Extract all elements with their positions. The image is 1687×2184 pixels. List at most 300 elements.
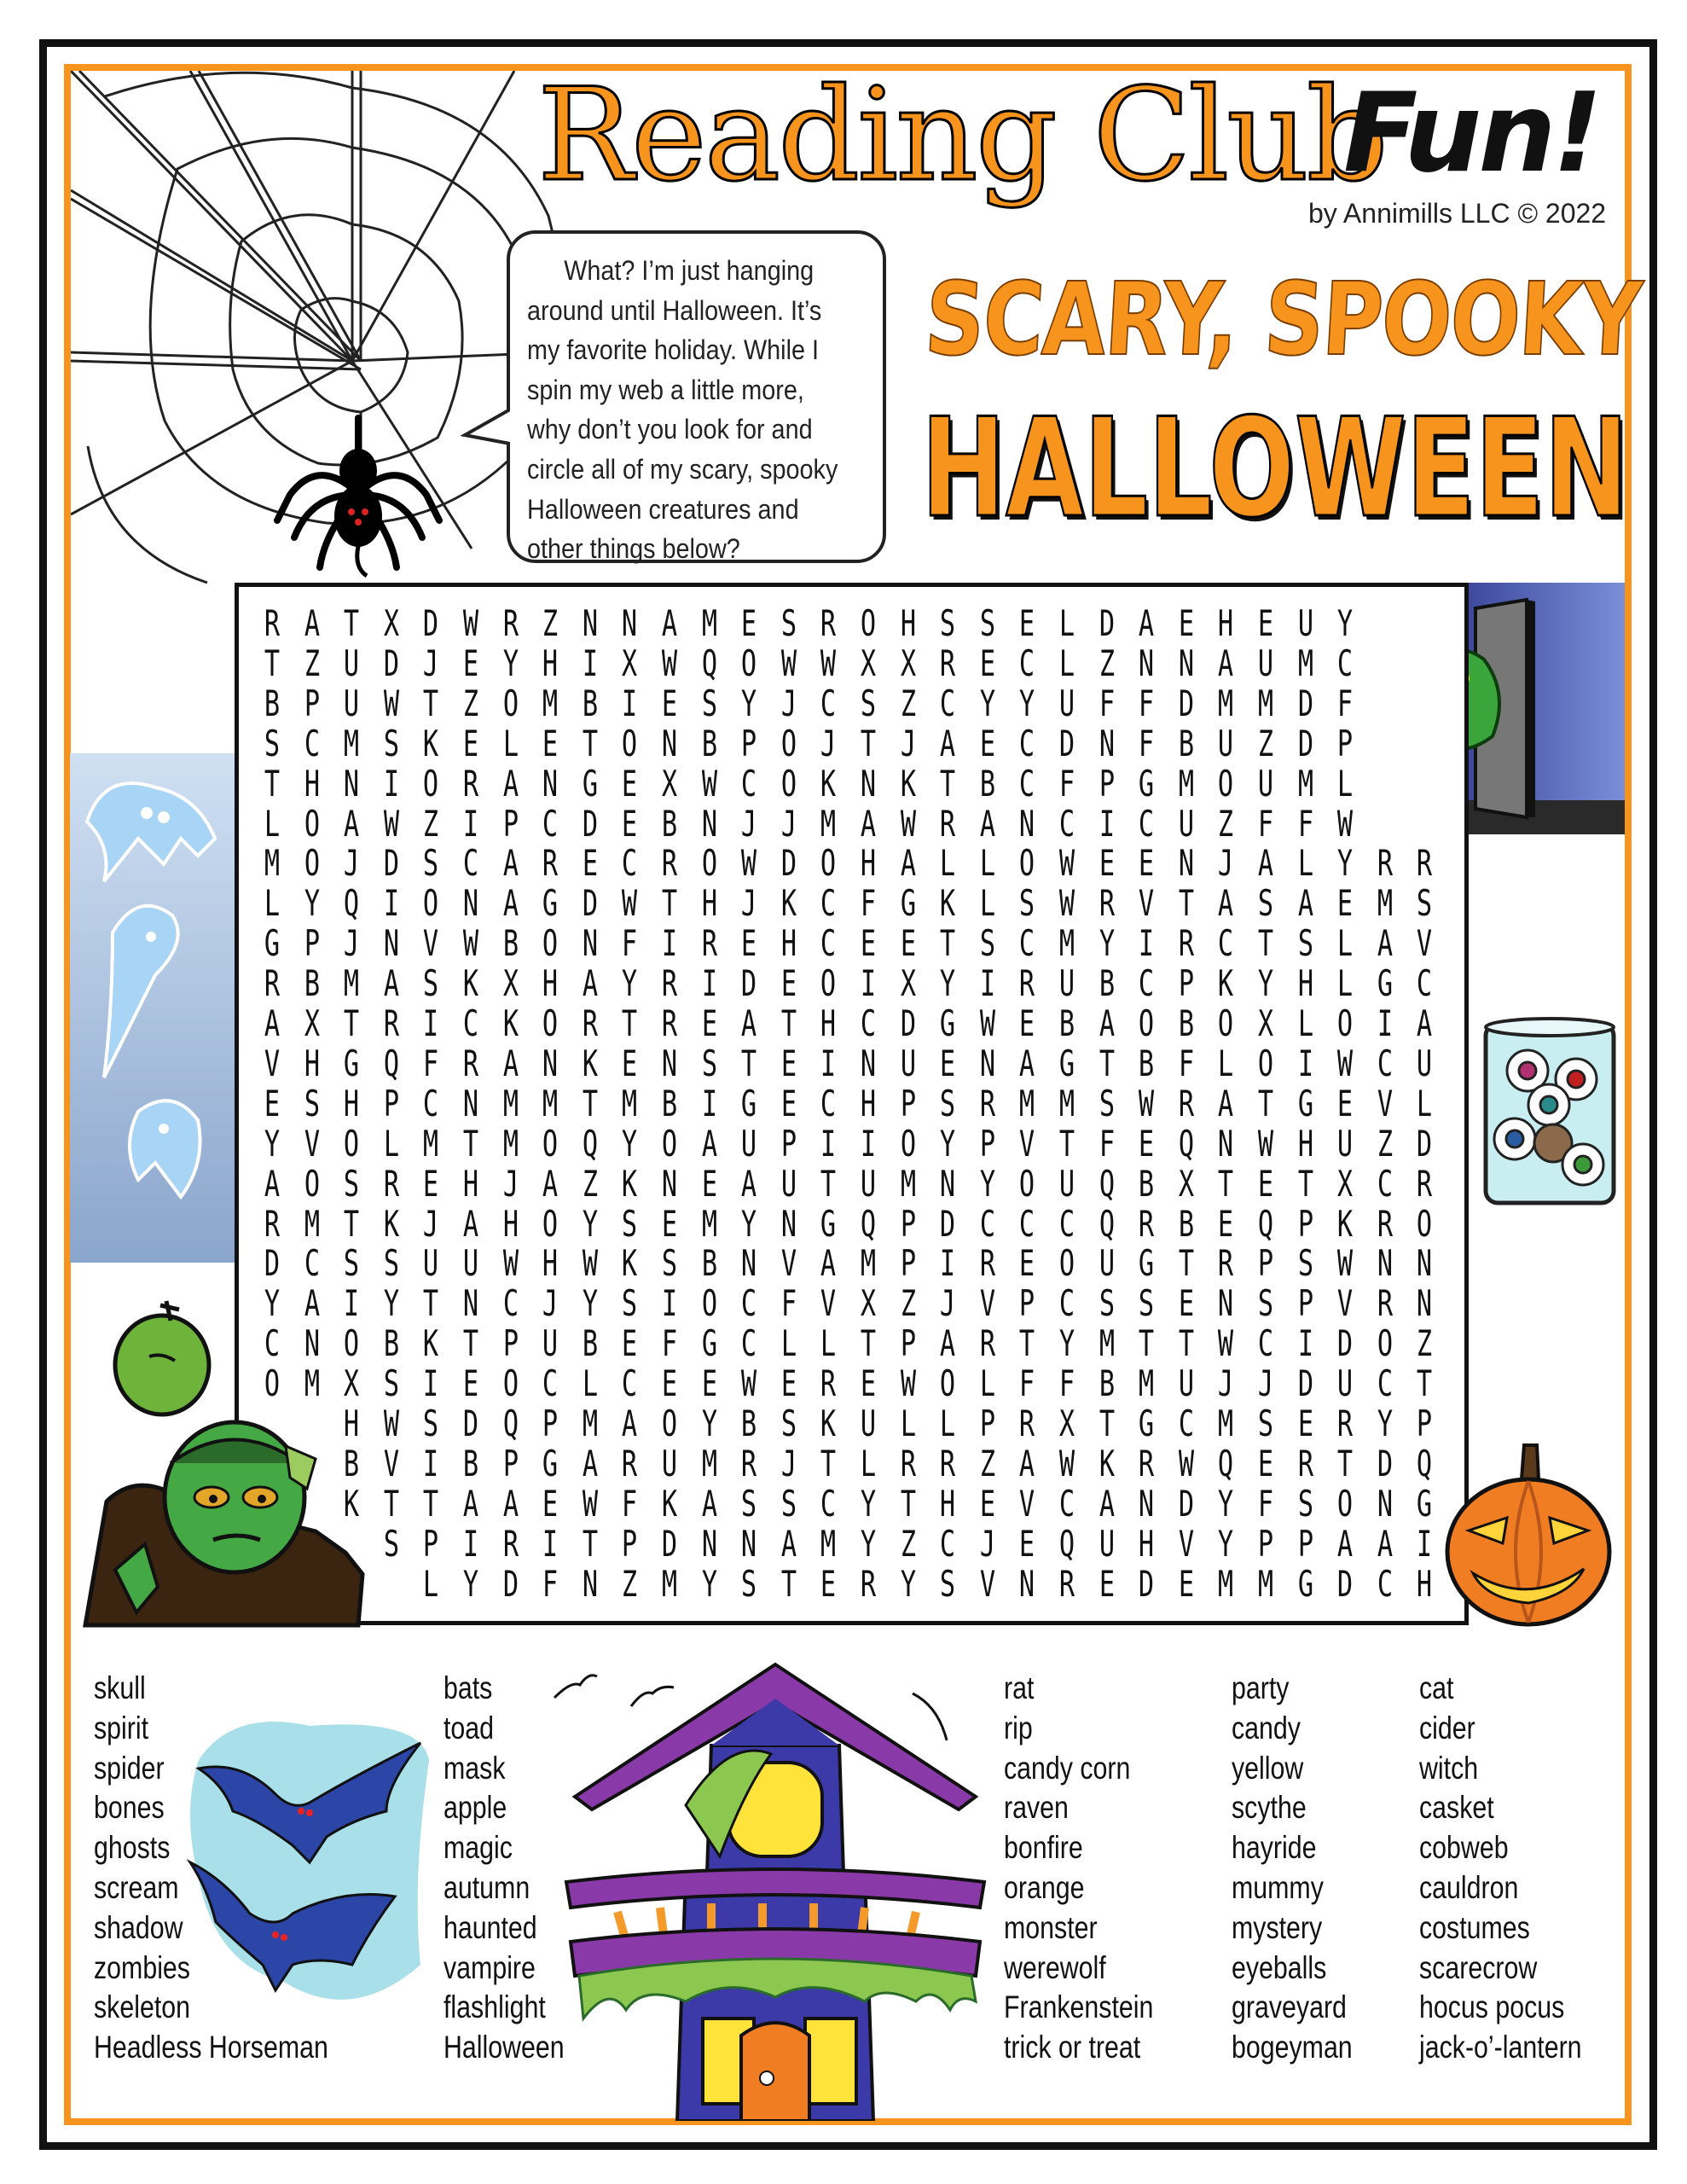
grid-letter[interactable]: Q: [344, 882, 360, 925]
grid-letter[interactable]: Q: [1099, 1162, 1115, 1205]
grid-letter[interactable]: B: [1178, 1002, 1194, 1044]
grid-letter[interactable]: R: [940, 802, 956, 845]
grid-letter[interactable]: Y: [860, 1522, 877, 1565]
grid-letter[interactable]: C: [264, 1322, 281, 1365]
grid-letter[interactable]: R: [502, 602, 519, 644]
grid-letter[interactable]: N: [383, 922, 399, 965]
grid-letter[interactable]: C: [1019, 1202, 1035, 1245]
grid-letter[interactable]: R: [1178, 1082, 1194, 1124]
grid-letter[interactable]: N: [1139, 642, 1155, 684]
grid-letter[interactable]: A: [701, 1122, 717, 1165]
grid-letter[interactable]: M: [502, 1082, 519, 1124]
grid-letter[interactable]: S: [940, 1562, 956, 1605]
grid-letter[interactable]: O: [1218, 762, 1234, 804]
grid-letter[interactable]: W: [820, 642, 837, 684]
grid-letter[interactable]: J: [780, 682, 797, 724]
grid-letter[interactable]: M: [304, 1362, 320, 1405]
grid-letter[interactable]: N: [1139, 1482, 1155, 1525]
grid-letter[interactable]: X: [1178, 1162, 1194, 1205]
grid-letter[interactable]: I: [423, 1002, 439, 1044]
grid-letter[interactable]: F: [1257, 802, 1274, 845]
grid-letter[interactable]: G: [1297, 1562, 1313, 1605]
grid-letter[interactable]: R: [1019, 1403, 1035, 1444]
grid-letter[interactable]: J: [1218, 842, 1234, 885]
grid-letter[interactable]: E: [1337, 882, 1354, 925]
grid-letter[interactable]: W: [1337, 802, 1354, 845]
grid-letter[interactable]: U: [1297, 602, 1313, 644]
grid-letter[interactable]: E: [462, 722, 479, 764]
grid-letter[interactable]: P: [1099, 762, 1115, 804]
grid-letter[interactable]: R: [1058, 1562, 1075, 1605]
grid-letter[interactable]: O: [264, 1362, 281, 1405]
grid-letter[interactable]: X: [900, 642, 916, 684]
grid-letter[interactable]: N: [1417, 1242, 1433, 1285]
grid-letter[interactable]: H: [1297, 962, 1313, 1005]
grid-letter[interactable]: V: [979, 1562, 995, 1605]
grid-letter[interactable]: D: [1417, 1122, 1433, 1165]
grid-letter[interactable]: D: [780, 842, 797, 885]
grid-letter[interactable]: D: [1139, 1562, 1155, 1605]
grid-letter[interactable]: Y: [979, 682, 995, 724]
grid-letter[interactable]: A: [1417, 1002, 1433, 1044]
grid-letter[interactable]: J: [502, 1162, 519, 1205]
grid-letter[interactable]: Y: [1019, 682, 1035, 724]
grid-letter[interactable]: M: [1218, 682, 1234, 724]
grid-letter[interactable]: S: [860, 682, 877, 724]
grid-letter[interactable]: R: [1377, 1202, 1393, 1245]
grid-letter[interactable]: R: [661, 1002, 678, 1044]
grid-letter[interactable]: D: [502, 1562, 519, 1605]
grid-letter[interactable]: W: [900, 802, 916, 845]
grid-letter[interactable]: W: [462, 922, 479, 965]
grid-letter[interactable]: Q: [1417, 1442, 1433, 1484]
grid-letter[interactable]: C: [462, 842, 479, 885]
grid-letter[interactable]: D: [1099, 602, 1115, 644]
grid-letter[interactable]: U: [1257, 642, 1274, 684]
grid-letter[interactable]: R: [701, 922, 717, 965]
grid-letter[interactable]: B: [502, 922, 519, 965]
grid-letter[interactable]: Y: [1377, 1403, 1393, 1444]
grid-letter[interactable]: K: [344, 1482, 360, 1525]
grid-letter[interactable]: R: [462, 762, 479, 804]
grid-letter[interactable]: N: [344, 762, 360, 804]
grid-letter[interactable]: X: [304, 1002, 320, 1044]
grid-letter[interactable]: O: [1417, 1202, 1433, 1245]
grid-letter[interactable]: B: [661, 1082, 678, 1124]
grid-letter[interactable]: R: [383, 1002, 399, 1044]
grid-letter[interactable]: T: [344, 602, 360, 644]
grid-letter[interactable]: T: [900, 1482, 916, 1525]
grid-letter[interactable]: C: [622, 1362, 638, 1405]
grid-letter[interactable]: N: [462, 1282, 479, 1325]
grid-letter[interactable]: E: [1178, 1282, 1194, 1325]
grid-letter[interactable]: F: [622, 1482, 638, 1525]
grid-letter[interactable]: G: [1297, 1082, 1313, 1124]
grid-letter[interactable]: Z: [1218, 802, 1234, 845]
grid-letter[interactable]: N: [1178, 842, 1194, 885]
grid-letter[interactable]: E: [1019, 1002, 1035, 1044]
grid-letter[interactable]: T: [661, 882, 678, 925]
grid-letter[interactable]: T: [780, 1002, 797, 1044]
grid-letter[interactable]: W: [1178, 1442, 1194, 1484]
grid-letter[interactable]: L: [1058, 602, 1075, 644]
grid-letter[interactable]: L: [1337, 962, 1354, 1005]
grid-letter[interactable]: I: [542, 1522, 559, 1565]
grid-letter[interactable]: C: [741, 1322, 757, 1365]
grid-letter[interactable]: F: [780, 1282, 797, 1325]
grid-letter[interactable]: H: [1218, 602, 1234, 644]
grid-letter[interactable]: R: [661, 842, 678, 885]
grid-letter[interactable]: R: [622, 1442, 638, 1484]
grid-letter[interactable]: K: [1099, 1442, 1115, 1484]
grid-letter[interactable]: G: [1377, 962, 1393, 1005]
grid-letter[interactable]: W: [1058, 1442, 1075, 1484]
grid-letter[interactable]: U: [1337, 1362, 1354, 1405]
grid-letter[interactable]: H: [344, 1403, 360, 1444]
grid-letter[interactable]: C: [423, 1082, 439, 1124]
grid-letter[interactable]: M: [622, 1082, 638, 1124]
grid-letter[interactable]: O: [780, 762, 797, 804]
grid-letter[interactable]: L: [502, 722, 519, 764]
grid-letter[interactable]: H: [900, 602, 916, 644]
grid-letter[interactable]: W: [582, 1482, 598, 1525]
grid-letter[interactable]: P: [502, 802, 519, 845]
grid-letter[interactable]: E: [701, 1002, 717, 1044]
grid-letter[interactable]: V: [1377, 1082, 1393, 1124]
grid-letter[interactable]: L: [940, 1403, 956, 1444]
grid-letter[interactable]: S: [1297, 922, 1313, 965]
grid-letter[interactable]: C: [1417, 962, 1433, 1005]
grid-letter[interactable]: O: [622, 722, 638, 764]
grid-letter[interactable]: F: [1058, 1362, 1075, 1405]
grid-letter[interactable]: X: [502, 962, 519, 1005]
grid-letter[interactable]: M: [344, 962, 360, 1005]
grid-letter[interactable]: C: [1377, 1362, 1393, 1405]
grid-letter[interactable]: L: [1337, 922, 1354, 965]
grid-letter[interactable]: S: [1139, 1282, 1155, 1325]
grid-letter[interactable]: A: [820, 1242, 837, 1285]
grid-letter[interactable]: S: [780, 1482, 797, 1525]
grid-letter[interactable]: I: [344, 1282, 360, 1325]
grid-letter[interactable]: P: [900, 1322, 916, 1365]
grid-letter[interactable]: N: [860, 762, 877, 804]
grid-letter[interactable]: I: [462, 802, 479, 845]
grid-letter[interactable]: R: [1417, 842, 1433, 885]
grid-letter[interactable]: I: [383, 762, 399, 804]
grid-letter[interactable]: N: [582, 1562, 598, 1605]
grid-letter[interactable]: C: [1019, 722, 1035, 764]
grid-letter[interactable]: Y: [383, 1282, 399, 1325]
grid-letter[interactable]: V: [304, 1122, 320, 1165]
grid-letter[interactable]: L: [1297, 1002, 1313, 1044]
grid-letter[interactable]: J: [423, 1202, 439, 1245]
grid-letter[interactable]: B: [1058, 1002, 1075, 1044]
grid-letter[interactable]: J: [780, 802, 797, 845]
grid-letter[interactable]: E: [462, 642, 479, 684]
grid-letter[interactable]: T: [423, 1482, 439, 1525]
grid-letter[interactable]: K: [820, 1403, 837, 1444]
grid-letter[interactable]: I: [423, 1362, 439, 1405]
grid-letter[interactable]: P: [1019, 1282, 1035, 1325]
grid-letter[interactable]: H: [304, 1042, 320, 1084]
grid-letter[interactable]: N: [1019, 1562, 1035, 1605]
grid-letter[interactable]: C: [820, 682, 837, 724]
grid-letter[interactable]: S: [701, 682, 717, 724]
grid-letter[interactable]: I: [661, 1282, 678, 1325]
grid-letter[interactable]: D: [582, 802, 598, 845]
grid-letter[interactable]: V: [820, 1282, 837, 1325]
grid-letter[interactable]: J: [344, 922, 360, 965]
grid-letter[interactable]: F: [1099, 682, 1115, 724]
grid-letter[interactable]: K: [622, 1162, 638, 1205]
grid-letter[interactable]: J: [741, 882, 757, 925]
grid-letter[interactable]: Y: [1337, 842, 1354, 885]
grid-letter[interactable]: B: [1139, 1042, 1155, 1084]
grid-letter[interactable]: E: [661, 1362, 678, 1405]
grid-letter[interactable]: U: [741, 1122, 757, 1165]
grid-letter[interactable]: W: [979, 1002, 995, 1044]
grid-letter[interactable]: M: [582, 1403, 598, 1444]
grid-letter[interactable]: O: [1139, 1002, 1155, 1044]
grid-letter[interactable]: B: [1099, 962, 1115, 1005]
grid-letter[interactable]: A: [344, 802, 360, 845]
grid-letter[interactable]: E: [1019, 1242, 1035, 1285]
grid-letter[interactable]: A: [502, 762, 519, 804]
grid-letter[interactable]: K: [900, 762, 916, 804]
grid-letter[interactable]: C: [1139, 962, 1155, 1005]
grid-letter[interactable]: I: [860, 962, 877, 1005]
grid-letter[interactable]: S: [423, 1403, 439, 1444]
grid-letter[interactable]: W: [383, 1403, 399, 1444]
grid-letter[interactable]: Q: [701, 642, 717, 684]
grid-letter[interactable]: E: [1019, 602, 1035, 644]
grid-letter[interactable]: A: [900, 842, 916, 885]
grid-letter[interactable]: A: [979, 802, 995, 845]
grid-letter[interactable]: E: [860, 1362, 877, 1405]
grid-letter[interactable]: B: [582, 1322, 598, 1365]
grid-letter[interactable]: A: [780, 1522, 797, 1565]
grid-letter[interactable]: P: [622, 1522, 638, 1565]
grid-letter[interactable]: L: [1417, 1082, 1433, 1124]
grid-letter[interactable]: L: [264, 802, 281, 845]
grid-letter[interactable]: S: [1257, 1282, 1274, 1325]
grid-letter[interactable]: S: [1257, 1403, 1274, 1444]
grid-letter[interactable]: S: [661, 1242, 678, 1285]
grid-letter[interactable]: O: [344, 1122, 360, 1165]
grid-letter[interactable]: X: [1337, 1162, 1354, 1205]
grid-letter[interactable]: Y: [1099, 922, 1115, 965]
grid-letter[interactable]: N: [582, 602, 598, 644]
grid-letter[interactable]: K: [423, 1322, 439, 1365]
grid-letter[interactable]: F: [1297, 802, 1313, 845]
grid-letter[interactable]: U: [1058, 962, 1075, 1005]
grid-letter[interactable]: Y: [582, 1202, 598, 1245]
grid-letter[interactable]: S: [1297, 1242, 1313, 1285]
grid-letter[interactable]: I: [1297, 1042, 1313, 1084]
grid-letter[interactable]: W: [661, 642, 678, 684]
grid-letter[interactable]: E: [1139, 842, 1155, 885]
grid-letter[interactable]: A: [304, 1282, 320, 1325]
grid-letter[interactable]: P: [1297, 1202, 1313, 1245]
grid-letter[interactable]: R: [502, 1522, 519, 1565]
grid-letter[interactable]: S: [940, 1082, 956, 1124]
grid-letter[interactable]: P: [502, 1322, 519, 1365]
grid-letter[interactable]: U: [1218, 722, 1234, 764]
grid-letter[interactable]: G: [1139, 1403, 1155, 1444]
grid-letter[interactable]: G: [701, 1322, 717, 1365]
grid-letter[interactable]: S: [1417, 882, 1433, 925]
grid-letter[interactable]: N: [661, 1042, 678, 1084]
grid-letter[interactable]: Z: [900, 1282, 916, 1325]
grid-letter[interactable]: D: [661, 1522, 678, 1565]
grid-letter[interactable]: C: [542, 1362, 559, 1405]
grid-letter[interactable]: R: [1377, 1282, 1393, 1325]
grid-letter[interactable]: F: [661, 1322, 678, 1365]
grid-letter[interactable]: I: [701, 1082, 717, 1124]
grid-letter[interactable]: S: [383, 1242, 399, 1285]
grid-letter[interactable]: A: [502, 842, 519, 885]
grid-letter[interactable]: J: [542, 1282, 559, 1325]
grid-letter[interactable]: D: [1178, 682, 1194, 724]
grid-letter[interactable]: E: [1099, 1562, 1115, 1605]
grid-letter[interactable]: B: [1099, 1362, 1115, 1405]
grid-letter[interactable]: J: [780, 1442, 797, 1484]
grid-letter[interactable]: K: [582, 1042, 598, 1084]
grid-letter[interactable]: Z: [622, 1562, 638, 1605]
grid-letter[interactable]: S: [383, 1522, 399, 1565]
grid-letter[interactable]: C: [1139, 802, 1155, 845]
grid-letter[interactable]: C: [1058, 1482, 1075, 1525]
grid-letter[interactable]: J: [1257, 1362, 1274, 1405]
grid-letter[interactable]: K: [780, 882, 797, 925]
grid-letter[interactable]: H: [344, 1082, 360, 1124]
grid-letter[interactable]: D: [940, 1202, 956, 1245]
grid-letter[interactable]: M: [1297, 762, 1313, 804]
grid-letter[interactable]: T: [582, 1082, 598, 1124]
grid-letter[interactable]: O: [502, 1362, 519, 1405]
grid-letter[interactable]: P: [1297, 1282, 1313, 1325]
grid-letter[interactable]: O: [820, 962, 837, 1005]
grid-letter[interactable]: M: [1297, 642, 1313, 684]
grid-letter[interactable]: I: [1417, 1522, 1433, 1565]
grid-letter[interactable]: Y: [1257, 962, 1274, 1005]
grid-letter[interactable]: G: [582, 762, 598, 804]
grid-letter[interactable]: N: [741, 1242, 757, 1285]
grid-letter[interactable]: A: [264, 1002, 281, 1044]
grid-letter[interactable]: N: [1218, 1122, 1234, 1165]
grid-letter[interactable]: O: [344, 1322, 360, 1365]
grid-letter[interactable]: B: [741, 1403, 757, 1444]
grid-letter[interactable]: U: [1058, 682, 1075, 724]
grid-letter[interactable]: J: [979, 1522, 995, 1565]
grid-letter[interactable]: O: [304, 1162, 320, 1205]
grid-letter[interactable]: M: [1058, 922, 1075, 965]
grid-letter[interactable]: T: [383, 1482, 399, 1525]
grid-letter[interactable]: T: [820, 1162, 837, 1205]
grid-letter[interactable]: N: [1178, 642, 1194, 684]
grid-letter[interactable]: W: [1337, 1242, 1354, 1285]
grid-letter[interactable]: T: [940, 762, 956, 804]
grid-letter[interactable]: V: [423, 922, 439, 965]
grid-letter[interactable]: Y: [264, 1282, 281, 1325]
grid-letter[interactable]: P: [1178, 962, 1194, 1005]
grid-letter[interactable]: A: [1099, 1002, 1115, 1044]
grid-letter[interactable]: A: [502, 1482, 519, 1525]
grid-letter[interactable]: N: [1019, 802, 1035, 845]
grid-letter[interactable]: D: [1337, 1562, 1354, 1605]
grid-letter[interactable]: Q: [1218, 1442, 1234, 1484]
grid-letter[interactable]: O: [542, 1002, 559, 1044]
grid-letter[interactable]: R: [661, 962, 678, 1005]
grid-letter[interactable]: E: [780, 1362, 797, 1405]
grid-letter[interactable]: G: [940, 1002, 956, 1044]
grid-letter[interactable]: T: [344, 1002, 360, 1044]
grid-letter[interactable]: H: [502, 1202, 519, 1245]
grid-letter[interactable]: Z: [423, 802, 439, 845]
grid-letter[interactable]: B: [1178, 722, 1194, 764]
grid-letter[interactable]: A: [1377, 1522, 1393, 1565]
grid-letter[interactable]: T: [860, 722, 877, 764]
grid-letter[interactable]: S: [622, 1202, 638, 1245]
grid-letter[interactable]: C: [542, 802, 559, 845]
grid-letter[interactable]: C: [860, 1002, 877, 1044]
grid-letter[interactable]: O: [304, 802, 320, 845]
grid-letter[interactable]: L: [1297, 842, 1313, 885]
grid-letter[interactable]: V: [264, 1042, 281, 1084]
grid-letter[interactable]: Y: [462, 1562, 479, 1605]
grid-letter[interactable]: M: [502, 1122, 519, 1165]
grid-letter[interactable]: M: [542, 682, 559, 724]
grid-letter[interactable]: Z: [462, 682, 479, 724]
grid-letter[interactable]: K: [622, 1242, 638, 1285]
grid-letter[interactable]: O: [940, 1362, 956, 1405]
grid-letter[interactable]: S: [1257, 882, 1274, 925]
grid-letter[interactable]: S: [1099, 1082, 1115, 1124]
grid-letter[interactable]: R: [940, 642, 956, 684]
grid-letter[interactable]: N: [780, 1202, 797, 1245]
grid-letter[interactable]: T: [1417, 1362, 1433, 1405]
grid-letter[interactable]: E: [820, 1562, 837, 1605]
grid-letter[interactable]: N: [582, 922, 598, 965]
grid-letter[interactable]: E: [264, 1082, 281, 1124]
grid-letter[interactable]: O: [423, 882, 439, 925]
grid-letter[interactable]: S: [1099, 1282, 1115, 1325]
grid-letter[interactable]: B: [1178, 1202, 1194, 1245]
grid-letter[interactable]: U: [1099, 1242, 1115, 1285]
grid-letter[interactable]: A: [1019, 1042, 1035, 1084]
grid-letter[interactable]: S: [780, 602, 797, 644]
grid-letter[interactable]: I: [820, 1042, 837, 1084]
grid-letter[interactable]: M: [860, 1242, 877, 1285]
grid-letter[interactable]: A: [1377, 922, 1393, 965]
grid-letter[interactable]: E: [979, 722, 995, 764]
grid-letter[interactable]: R: [264, 602, 281, 644]
grid-letter[interactable]: T: [622, 1002, 638, 1044]
grid-letter[interactable]: I: [462, 1522, 479, 1565]
grid-letter[interactable]: H: [940, 1482, 956, 1525]
grid-letter[interactable]: I: [661, 922, 678, 965]
grid-letter[interactable]: E: [979, 1482, 995, 1525]
grid-letter[interactable]: C: [1377, 1562, 1393, 1605]
grid-letter[interactable]: X: [900, 962, 916, 1005]
grid-letter[interactable]: R: [741, 1442, 757, 1484]
grid-letter[interactable]: R: [979, 1322, 995, 1365]
grid-letter[interactable]: U: [344, 642, 360, 684]
grid-letter[interactable]: A: [582, 1442, 598, 1484]
grid-letter[interactable]: R: [582, 1002, 598, 1044]
grid-letter[interactable]: I: [979, 962, 995, 1005]
grid-letter[interactable]: R: [383, 1162, 399, 1205]
